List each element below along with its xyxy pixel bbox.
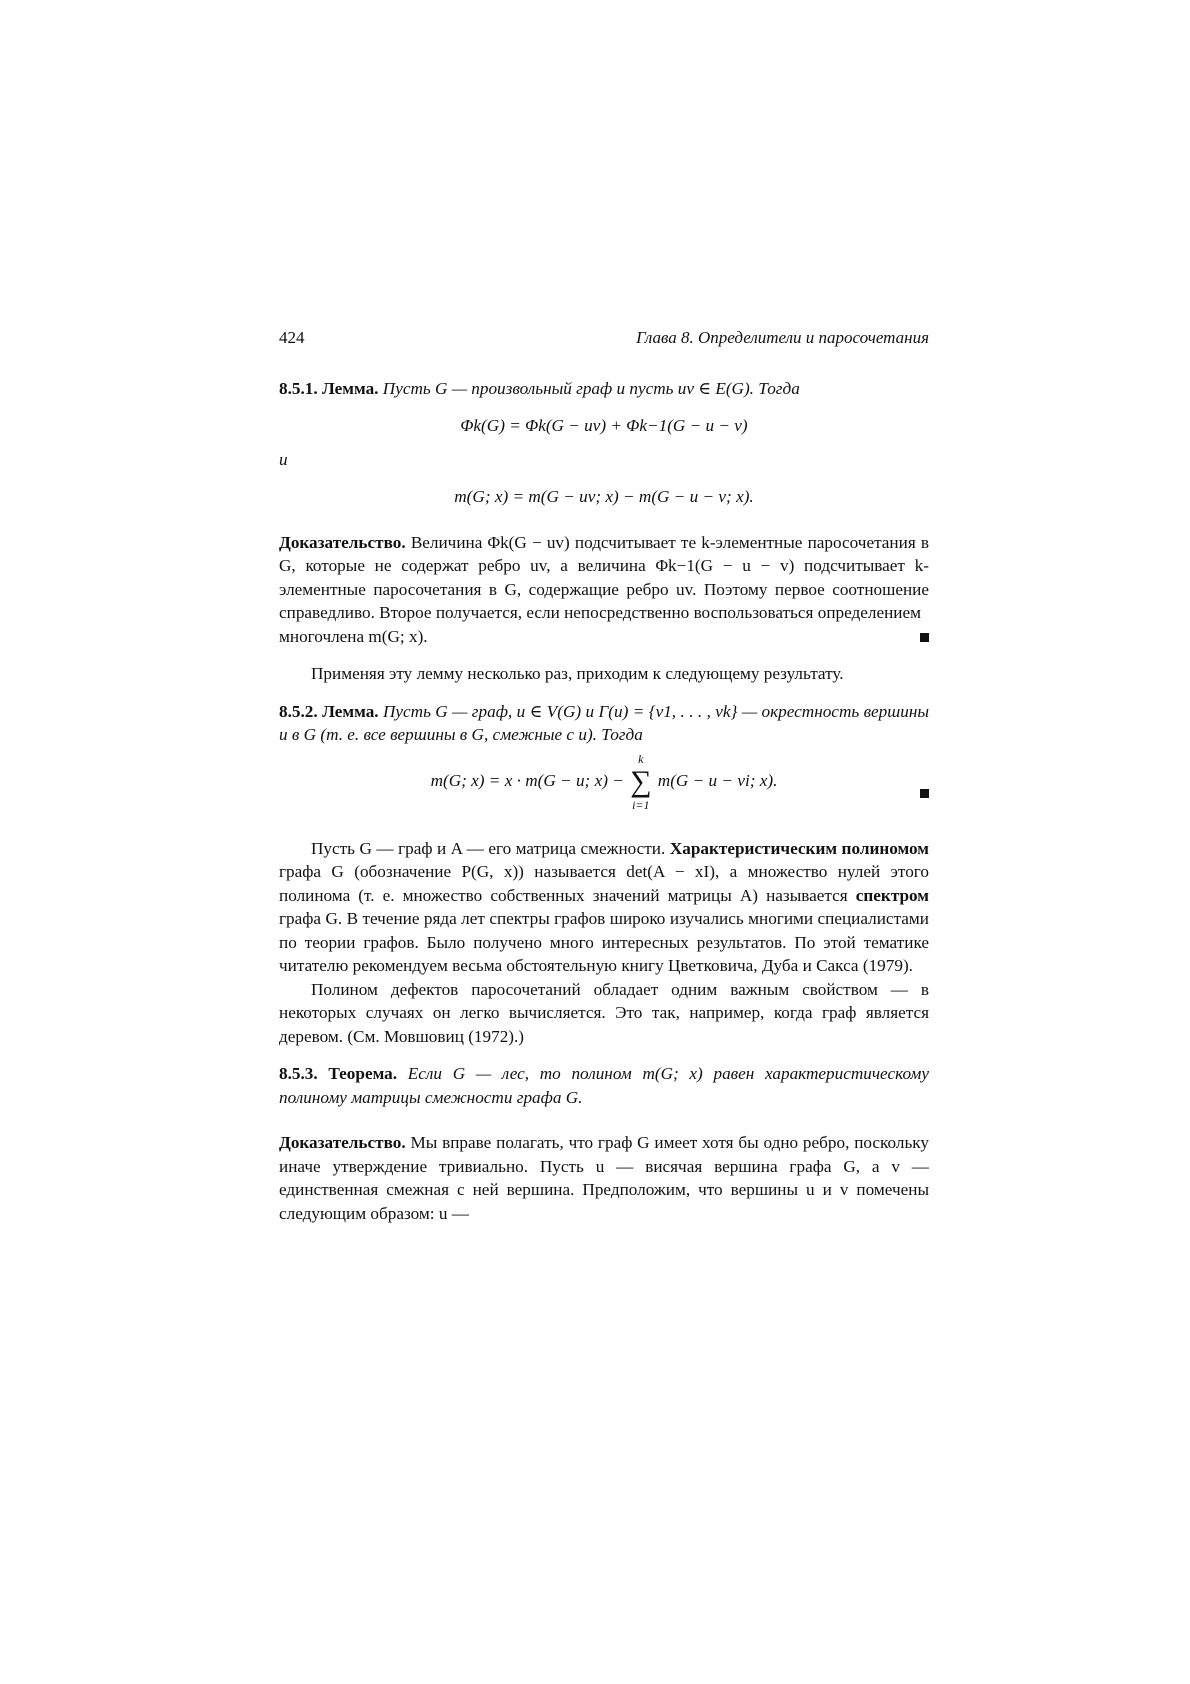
proof-end-line [279,625,929,649]
paragraph-apply: Применяя эту лемму несколько раз, приходим к следующему результату. [311,664,844,683]
formula-left: m(G; x) = x · m(G − u; x) − [430,770,624,790]
book-page [279,326,929,1225]
sum-lower-limit: i=1 [632,797,650,812]
proof-text-end: многочлена m(G; x). [279,626,428,646]
para-text: графа G. В течение ряда лет спектры графов широко изучались многими специалистами по теории графов. Было получено много интересных результатов. По этой тематике читателю рекомендуем весьма обстоятельную книгу Цветковича, Дуба и Сакса (1979). [279,909,929,975]
formula-m-sum [279,751,929,823]
sigma-icon: ∑ [630,764,652,798]
formula-m-recurrence: m(G; x) = m(G − uv; x) − m(G − u − v; x). [454,487,754,506]
term-characteristic-polynomial: Характеристическим полиномом [669,838,929,858]
proof-text: Величина Φk(G − uv) подсчитывает те k-элементные паросочетания в G, которые не содержат ребро uv, а величина Φk−1(G − u − v) подсчитывает k-элементные паросочетания в G, содержащие ребро uv. Поэтому первое соотношение справедливо. Второе получается, если непосредственно воспользоваться определением [279,532,929,622]
qed-square-icon [920,789,929,798]
lemma-statement: Пусть G — произвольный граф и пусть uv ∈ E(G). Тогда [382,378,800,398]
proof-lemma-1 [279,531,929,649]
para-text: графа G (обозначение P(G, x)) называется det(A − xI), а множество нулей этого полинома (т. е. множество собственных значений матрицы A) называется [279,862,929,905]
lemma-8-5-2 [279,700,929,747]
theorem-8-5-3 [279,1062,929,1109]
proof-theorem [279,1131,929,1225]
sum-upper-limit: k [638,751,644,766]
lemma-8-5-1 [279,377,929,401]
proof-text: Мы вправе полагать, что граф G имеет хотя бы одно ребро, поскольку иначе утверждение тривиально. Пусть u — висячая вершина графа G, а v — единственная смежная с ней вершина. Предположим, что вершины u и v помечены следующим образом: u — [279,1133,930,1223]
chapter-title: Глава 8. Определители и паросочетания [636,328,929,347]
paragraph-defect: Полином дефектов паросочетаний обладает одним важным свойством — в некоторых случаях он легко вычисляется. Это так, например, когда граф является деревом. (См. Мовшовиц (1972).) [279,979,929,1046]
page-number: 424 [279,328,305,347]
formula-right: m(G − u − vi; x). [657,770,778,790]
lemma-label: 8.5.2. Лемма. [279,701,379,721]
running-header [279,326,929,350]
conjunction: и [279,449,288,469]
proof-label: Доказательство. [279,532,406,552]
lemma-statement: Пусть G — граф, u ∈ V(G) и Γ(u) = {v1, . . . , vk} — окрестность вершины u в G (т. е. все вершины в G, смежные с u). Тогда [279,701,929,744]
term-spectrum: спектром [855,885,929,905]
lemma-label: 8.5.1. Лемма. [279,378,379,398]
theorem-statement: Если G — лес, то полином m(G; x) равен характеристическому полиному матрицы смежности графа G. [279,1064,929,1107]
para-text: Пусть G — граф и A — его матрица смежности. [311,838,666,858]
theorem-label: 8.5.3. Теорема. [279,1064,398,1083]
paragraph-characteristic [279,837,929,978]
summation [630,751,651,813]
proof-label: Доказательство. [279,1133,406,1152]
qed-square-icon [920,633,929,642]
formula-phi: Φk(G) = Φk(G − uv) + Φk−1(G − u − v) [460,416,748,435]
